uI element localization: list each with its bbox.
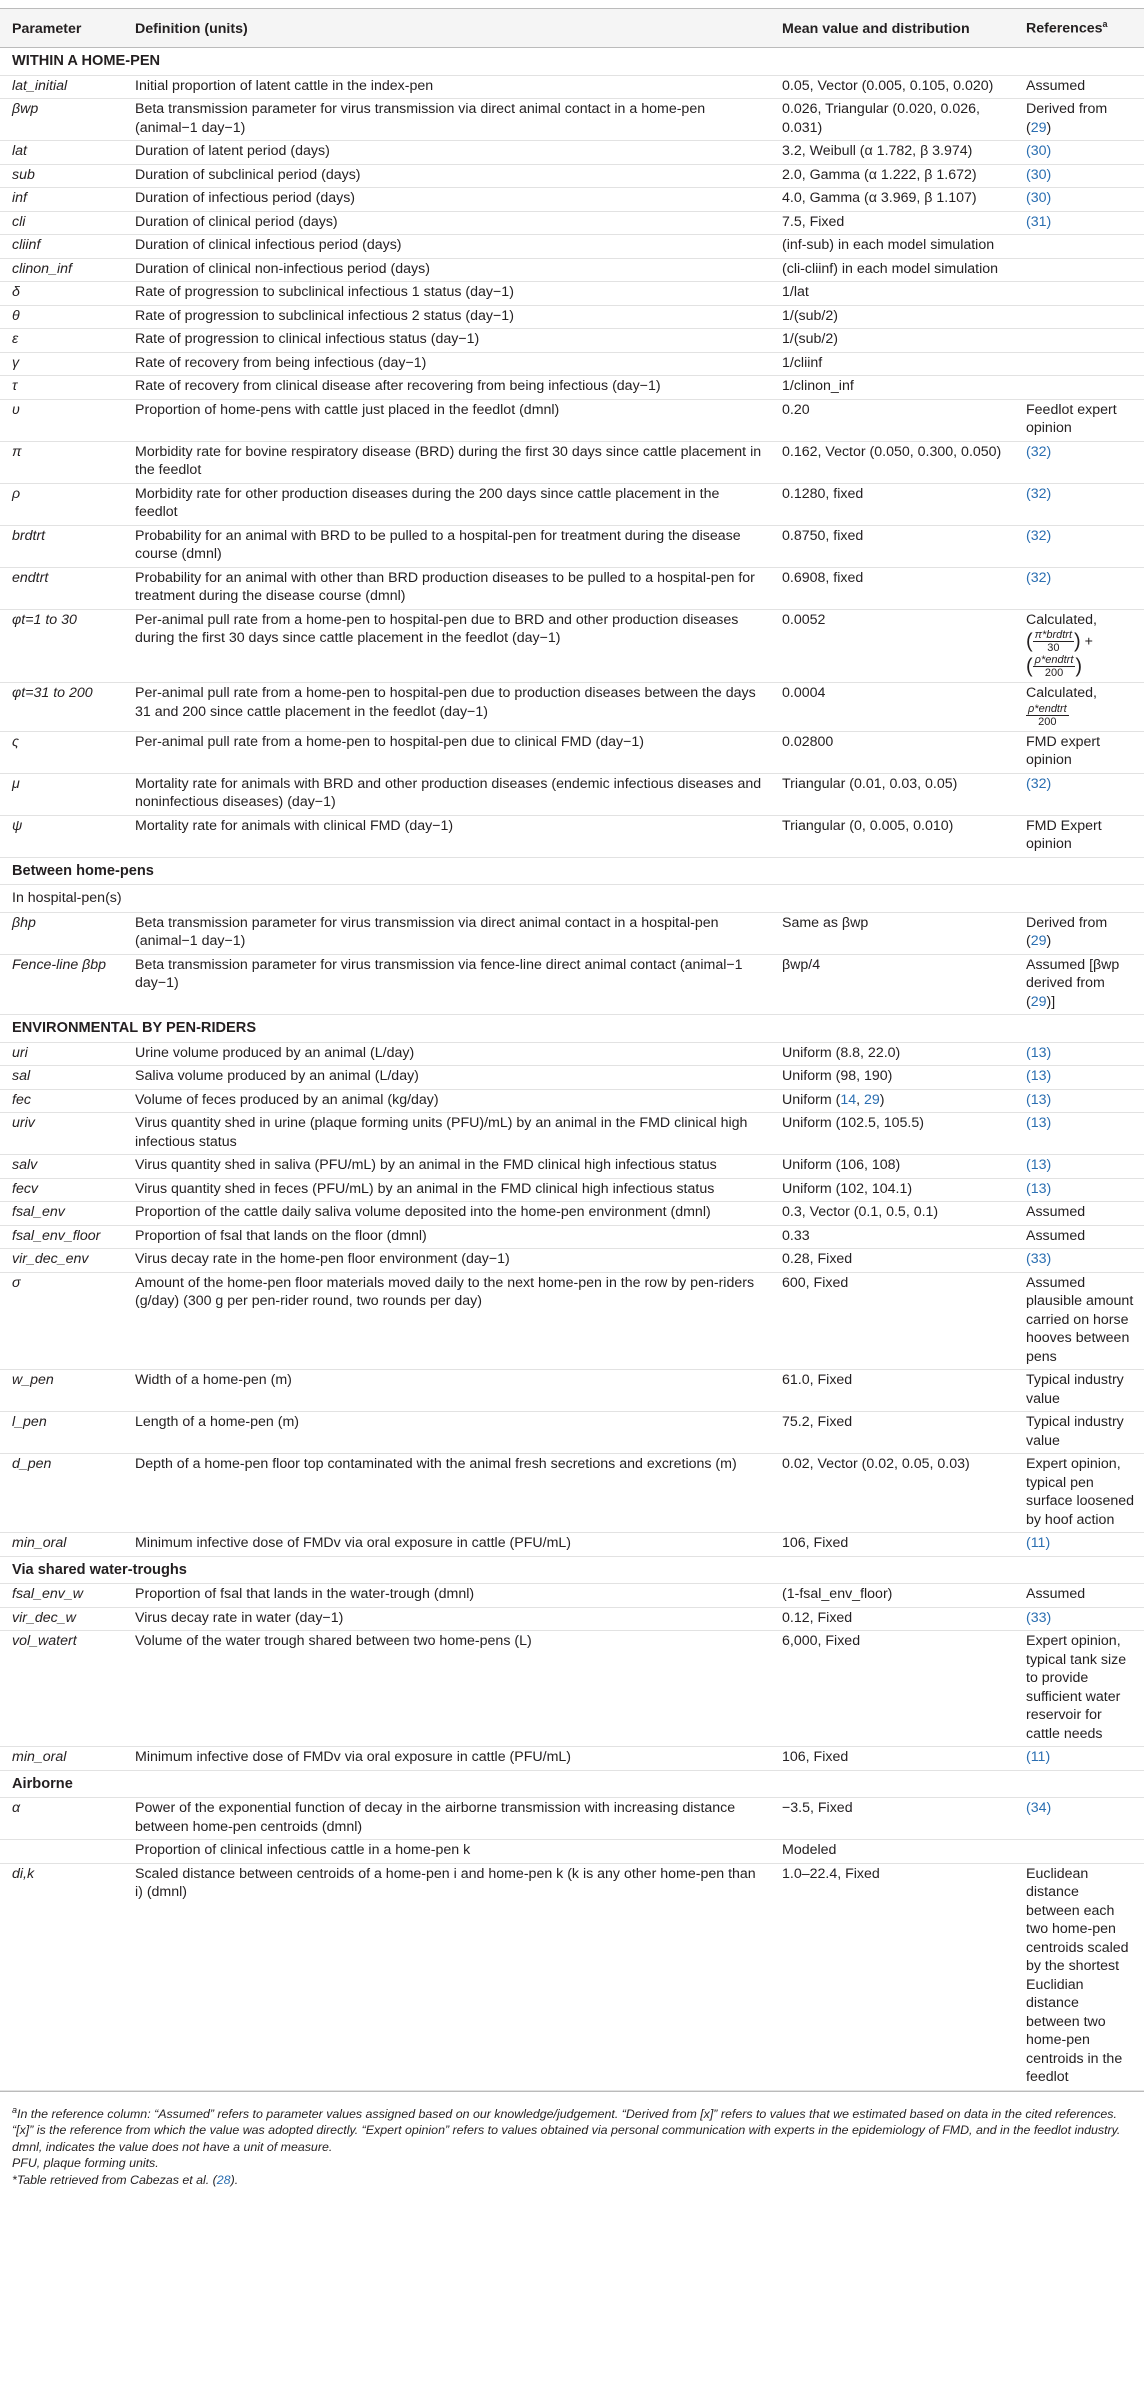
definition-cell: Virus quantity shed in urine (plaque forming units (PFU)/mL) by an animal in the FMD clinical high infectious status: [123, 1113, 770, 1155]
mean-cell: Uniform (98, 190): [770, 1066, 1014, 1090]
definition-cell: Duration of clinical non-infectious period (days): [123, 258, 770, 282]
mean-cell: Uniform (14, 29): [770, 1089, 1014, 1113]
mean-cell: 0.02, Vector (0.02, 0.05, 0.03): [770, 1454, 1014, 1533]
table-row: [0, 1042, 1144, 1066]
definition-cell: Urine volume produced by an animal (L/day): [123, 1042, 770, 1066]
param-cell: π: [0, 441, 123, 483]
table-row: [0, 164, 1144, 188]
table-row: [0, 609, 1144, 683]
table-row: [0, 305, 1144, 329]
mean-cell: (cli-cliinf) in each model simulation: [770, 258, 1014, 282]
definition-cell: Beta transmission parameter for virus transmission via fence-line direct animal contact (animal−1 day−1): [123, 954, 770, 1015]
table-row: [0, 683, 1144, 732]
footnotes: [0, 2091, 1144, 2189]
definition-cell: Minimum infective dose of FMDv via oral exposure in cattle (PFU/mL): [123, 1533, 770, 1557]
reference-cell: Expert opinion, typical pen surface loosened by hoof action: [1014, 1454, 1144, 1533]
formula: $\frac{\text{ρ*endtrt}}{200}$: [1034, 654, 1074, 680]
param-cell: w_pen: [0, 1370, 123, 1412]
param-cell: fsal_env_w: [0, 1584, 123, 1608]
mean-cell: Uniform (102.5, 105.5): [770, 1113, 1014, 1155]
definition-cell: Power of the exponential function of decay in the airborne transmission with increasing distance between home-pen centroids (dmnl): [123, 1798, 770, 1840]
param-cell: cliinf: [0, 235, 123, 259]
param-cell: vir_dec_env: [0, 1249, 123, 1273]
mean-cell: 0.20: [770, 399, 1014, 441]
mean-cell: Same as βwp: [770, 912, 1014, 954]
reference-cell: Feedlot expert opinion: [1014, 399, 1144, 441]
table-row: [0, 483, 1144, 525]
mean-cell: 106, Fixed: [770, 1747, 1014, 1771]
definition-cell: Initial proportion of latent cattle in the index-pen: [123, 75, 770, 99]
reference-link[interactable]: 29: [1030, 993, 1047, 1010]
mean-cell: 7.5, Fixed: [770, 211, 1014, 235]
section-title: Between home-pens: [0, 857, 1144, 885]
formula: $\frac{\text{π*brdtrt}}{30}$: [1034, 629, 1072, 655]
reference-cell: Assumed: [1014, 1225, 1144, 1249]
definition-cell: Proportion of fsal that lands in the water-trough (dmnl): [123, 1584, 770, 1608]
reference-link[interactable]: 28: [216, 2172, 231, 2187]
mean-cell: 0.8750, fixed: [770, 525, 1014, 567]
reference-link[interactable]: (11): [1014, 1533, 1144, 1557]
param-cell: Fence-line βbp: [0, 954, 123, 1015]
mean-cell: 1/(sub/2): [770, 329, 1014, 353]
param-cell: lat: [0, 141, 123, 165]
table-row: [0, 773, 1144, 815]
mean-cell: 0.12, Fixed: [770, 1607, 1014, 1631]
definition-cell: Morbidity rate for other production diseases during the 200 days since cattle placement in the feedlot: [123, 483, 770, 525]
definition-cell: Volume of the water trough shared between two home-pens (L): [123, 1631, 770, 1747]
mean-cell: 0.05, Vector (0.005, 0.105, 0.020): [770, 75, 1014, 99]
definition-cell: Beta transmission parameter for virus transmission via direct animal contact in a home-pen (animal−1 day−1): [123, 99, 770, 141]
reference-link[interactable]: (13): [1014, 1089, 1144, 1113]
table-row: [0, 525, 1144, 567]
definition-cell: Rate of progression to subclinical infectious 2 status (day−1): [123, 305, 770, 329]
reference-cell: [1014, 1840, 1144, 1864]
mean-cell: Uniform (106, 108): [770, 1155, 1014, 1179]
table-row: [0, 258, 1144, 282]
definition-cell: Depth of a home-pen floor top contaminated with the animal fresh secretions and excretions (m): [123, 1454, 770, 1533]
mean-cell: 4.0, Gamma (α 3.969, β 1.107): [770, 188, 1014, 212]
table-row: [0, 954, 1144, 1015]
reference-link[interactable]: (33): [1014, 1607, 1144, 1631]
formula: $\frac{\text{ρ*endtrt}}{200}$: [1028, 702, 1067, 728]
reference-link[interactable]: 29: [1030, 119, 1047, 136]
definition-cell: Rate of recovery from clinical disease after recovering from being infectious (day−1): [123, 376, 770, 400]
mean-cell: 75.2, Fixed: [770, 1412, 1014, 1454]
section-row: [0, 1770, 1144, 1798]
table-row: [0, 1225, 1144, 1249]
reference-cell: Assumed plausible amount carried on horse hooves between pens: [1014, 1272, 1144, 1370]
definition-cell: Probability for an animal with BRD to be pulled to a hospital-pen for treatment during the disease course (dmnl): [123, 525, 770, 567]
table-row: [0, 1747, 1144, 1771]
table-row: [0, 376, 1144, 400]
reference-cell: Derived from (29): [1014, 99, 1144, 141]
mean-cell: 0.28, Fixed: [770, 1249, 1014, 1273]
param-cell: inf: [0, 188, 123, 212]
reference-cell: [1014, 282, 1144, 306]
mean-cell: 0.026, Triangular (0.020, 0.026, 0.031): [770, 99, 1014, 141]
definition-cell: Duration of clinical period (days): [123, 211, 770, 235]
section-row: [0, 1015, 1144, 1043]
mean-cell: 1/lat: [770, 282, 1014, 306]
mean-cell: 0.02800: [770, 731, 1014, 773]
param-cell: ρ: [0, 483, 123, 525]
param-cell: sal: [0, 1066, 123, 1090]
mean-cell: 0.0004: [770, 683, 1014, 732]
reference-link[interactable]: (34): [1014, 1798, 1144, 1840]
definition-cell: Duration of clinical infectious period (days): [123, 235, 770, 259]
table-header-row: [0, 9, 1144, 48]
reference-cell: [1014, 329, 1144, 353]
reference-cell: Derived from (29): [1014, 912, 1144, 954]
mean-cell: 1/(sub/2): [770, 305, 1014, 329]
table-row: [0, 1454, 1144, 1533]
mean-cell: Triangular (0.01, 0.03, 0.05): [770, 773, 1014, 815]
mean-cell: 0.33: [770, 1225, 1014, 1249]
table-row: [0, 567, 1144, 609]
definition-cell: Minimum infective dose of FMDv via oral exposure in cattle (PFU/mL): [123, 1747, 770, 1771]
table-row: [0, 441, 1144, 483]
definition-cell: Per-animal pull rate from a home-pen to hospital-pen due to production diseases between the days 31 and 200 since cattle placement in the feedlot (day−1): [123, 683, 770, 732]
definition-cell: Saliva volume produced by an animal (L/day): [123, 1066, 770, 1090]
table-row: [0, 1370, 1144, 1412]
reference-link[interactable]: (13): [1014, 1178, 1144, 1202]
mean-cell: Uniform (102, 104.1): [770, 1178, 1014, 1202]
reference-cell: [1014, 258, 1144, 282]
table-row: [0, 1178, 1144, 1202]
section-row: [0, 857, 1144, 885]
reference-cell: Assumed: [1014, 1202, 1144, 1226]
subsection-title: In hospital-pen(s): [0, 885, 1144, 913]
section-title: WITHIN A HOME-PEN: [0, 48, 1144, 76]
reference-cell: [1014, 352, 1144, 376]
reference-link[interactable]: (32): [1014, 567, 1144, 609]
param-cell: l_pen: [0, 1412, 123, 1454]
definition-cell: Morbidity rate for bovine respiratory disease (BRD) during the first 30 days since cattle placement in the feedlot: [123, 441, 770, 483]
param-cell: uri: [0, 1042, 123, 1066]
mean-cell: 0.3, Vector (0.1, 0.5, 0.1): [770, 1202, 1014, 1226]
mean-cell: Uniform (8.8, 22.0): [770, 1042, 1014, 1066]
param-cell: α: [0, 1798, 123, 1840]
mean-cell: (inf-sub) in each model simulation: [770, 235, 1014, 259]
param-cell: γ: [0, 352, 123, 376]
param-cell: θ: [0, 305, 123, 329]
definition-cell: Scaled distance between centroids of a home-pen i and home-pen k (k is any other home-pen than i) (dmnl): [123, 1863, 770, 2090]
table-row: [0, 1584, 1144, 1608]
mean-cell: βwp/4: [770, 954, 1014, 1015]
param-cell: vol_watert: [0, 1631, 123, 1747]
reference-link[interactable]: (30): [1014, 188, 1144, 212]
param-cell: ψ: [0, 815, 123, 857]
mean-cell: 106, Fixed: [770, 1533, 1014, 1557]
header-parameter: Parameter: [0, 9, 123, 48]
param-cell: [0, 1840, 123, 1864]
definition-cell: Per-animal pull rate from a home-pen to hospital-pen due to clinical FMD (day−1): [123, 731, 770, 773]
param-cell: min_oral: [0, 1747, 123, 1771]
table-row: [0, 352, 1144, 376]
table-row: [0, 1533, 1144, 1557]
reference-link[interactable]: 14: [840, 1091, 857, 1108]
reference-cell: Calculated, ( $\frac{\text{π*brdtrt}}{30}$ ) + ( $\frac{\text{ρ*endtrt}}{200}$ ): [1014, 609, 1144, 683]
param-cell: δ: [0, 282, 123, 306]
param-cell: μ: [0, 773, 123, 815]
mean-cell: 0.1280, fixed: [770, 483, 1014, 525]
table-row: [0, 1798, 1144, 1840]
mean-cell: 1.0–22.4, Fixed: [770, 1863, 1014, 2090]
reference-link[interactable]: (13): [1014, 1042, 1144, 1066]
table-row: [0, 1202, 1144, 1226]
mean-cell: (1-fsal_env_floor): [770, 1584, 1014, 1608]
reference-link[interactable]: (30): [1014, 164, 1144, 188]
param-cell: φt=1 to 30: [0, 609, 123, 683]
mean-cell: 1/cliinf: [770, 352, 1014, 376]
definition-cell: Volume of feces produced by an animal (kg/day): [123, 1089, 770, 1113]
param-cell: υ: [0, 399, 123, 441]
param-cell: min_oral: [0, 1533, 123, 1557]
param-cell: brdtrt: [0, 525, 123, 567]
definition-cell: Virus decay rate in the home-pen floor environment (day−1): [123, 1249, 770, 1273]
table-row: [0, 731, 1144, 773]
footnote-dmnl: dmnl, indicates the value does not have a unit of measure.: [12, 2139, 333, 2154]
definition-cell: Rate of progression to clinical infectious status (day−1): [123, 329, 770, 353]
reference-link[interactable]: (11): [1014, 1747, 1144, 1771]
param-cell: βhp: [0, 912, 123, 954]
param-cell: τ: [0, 376, 123, 400]
definition-cell: Proportion of the cattle daily saliva volume deposited into the home-pen environment (dmnl): [123, 1202, 770, 1226]
param-cell: fsal_env_floor: [0, 1225, 123, 1249]
table-row: [0, 1272, 1144, 1370]
reference-cell: Assumed: [1014, 1584, 1144, 1608]
reference-cell: Typical industry value: [1014, 1412, 1144, 1454]
table-row: [0, 99, 1144, 141]
table-row: [0, 1863, 1144, 2090]
table-row: [0, 329, 1144, 353]
table-row: [0, 1066, 1144, 1090]
reference-link[interactable]: (30): [1014, 141, 1144, 165]
param-cell: cli: [0, 211, 123, 235]
section-title: Airborne: [0, 1770, 1144, 1798]
section-title: Via shared water-troughs: [0, 1556, 1144, 1584]
mean-cell: Triangular (0, 0.005, 0.010): [770, 815, 1014, 857]
definition-cell: Length of a home-pen (m): [123, 1412, 770, 1454]
definition-cell: Virus quantity shed in saliva (PFU/mL) by an animal in the FMD clinical high infectious status: [123, 1155, 770, 1179]
param-cell: lat_initial: [0, 75, 123, 99]
reference-link[interactable]: (13): [1014, 1066, 1144, 1090]
table-row: [0, 1840, 1144, 1864]
table-row: [0, 282, 1144, 306]
definition-cell: Virus decay rate in water (day−1): [123, 1607, 770, 1631]
reference-cell: [1014, 235, 1144, 259]
param-cell: clinon_inf: [0, 258, 123, 282]
mean-cell: 0.0052: [770, 609, 1014, 683]
reference-cell: FMD Expert opinion: [1014, 815, 1144, 857]
reference-cell: Assumed: [1014, 75, 1144, 99]
table-row: [0, 912, 1144, 954]
mean-cell: 0.6908, fixed: [770, 567, 1014, 609]
definition-cell: Proportion of home-pens with cattle just placed in the feedlot (dmnl): [123, 399, 770, 441]
section-row: [0, 1556, 1144, 1584]
table-row: [0, 235, 1144, 259]
footnote-source: *Table retrieved from Cabezas et al. (28).: [12, 2172, 239, 2187]
table-row: [0, 1631, 1144, 1747]
mean-cell: 600, Fixed: [770, 1272, 1014, 1370]
mean-cell: 0.162, Vector (0.050, 0.300, 0.050): [770, 441, 1014, 483]
table-row: [0, 399, 1144, 441]
param-cell: ς: [0, 731, 123, 773]
table-row: [0, 1249, 1144, 1273]
definition-cell: Mortality rate for animals with clinical FMD (day−1): [123, 815, 770, 857]
mean-cell: 1/clinon_inf: [770, 376, 1014, 400]
table-row: [0, 1412, 1144, 1454]
definition-cell: Probability for an animal with other than BRD production diseases to be pulled to a hospital-pen for treatment during the disease course (dmnl): [123, 567, 770, 609]
reference-link[interactable]: (31): [1014, 211, 1144, 235]
reference-link[interactable]: 29: [864, 1091, 880, 1108]
footnote-pfu: PFU, plaque forming units.: [12, 2156, 159, 2171]
table-row: [0, 188, 1144, 212]
definition-cell: Duration of infectious period (days): [123, 188, 770, 212]
mean-cell: −3.5, Fixed: [770, 1798, 1014, 1840]
table-row: [0, 141, 1144, 165]
param-cell: βwp: [0, 99, 123, 141]
definition-cell: Width of a home-pen (m): [123, 1370, 770, 1412]
reference-link[interactable]: (33): [1014, 1249, 1144, 1273]
param-cell: d_pen: [0, 1454, 123, 1533]
table-row: [0, 815, 1144, 857]
mean-cell: 3.2, Weibull (α 1.782, β 3.974): [770, 141, 1014, 165]
reference-cell: Expert opinion, typical tank size to provide sufficient water reservoir for cattle needs: [1014, 1631, 1144, 1747]
reference-link[interactable]: (32): [1014, 483, 1144, 525]
mean-cell: Modeled: [770, 1840, 1014, 1864]
param-cell: vir_dec_w: [0, 1607, 123, 1631]
param-cell: σ: [0, 1272, 123, 1370]
table-row: [0, 211, 1144, 235]
param-cell: endtrt: [0, 567, 123, 609]
reference-cell: Calculated, $\frac{\text{ρ*endtrt}}{200}$: [1014, 683, 1144, 732]
reference-link[interactable]: (13): [1014, 1155, 1144, 1179]
reference-cell: Assumed [βwp derived from (29)]: [1014, 954, 1144, 1015]
param-cell: salv: [0, 1155, 123, 1179]
reference-link[interactable]: (32): [1014, 773, 1144, 815]
definition-cell: Beta transmission parameter for virus transmission via direct animal contact in a hospital-pen (animal−1 day−1): [123, 912, 770, 954]
param-cell: φt=31 to 200: [0, 683, 123, 732]
footnote-a: $^a$In the reference column: “Assumed” refers to parameter values assigned based on our knowledge/judgement. “Derived from [x]” refers to values that we estimated based on data in the cited references. “[x]” is the reference from which the value was adopted directly. “Expert opinion” refers to values obtained via personal communication with experts in the epidemiology of FMD, and in the feedlot industry.: [12, 2104, 1121, 2138]
section-row: [0, 48, 1144, 76]
param-cell: fsal_env: [0, 1202, 123, 1226]
table-row: [0, 1155, 1144, 1179]
reference-cell: Euclidean distance between each two home-pen centroids scaled by the shortest Euclidian distance between two home-pen centroids in the feedlot: [1014, 1863, 1144, 2090]
param-cell: fecv: [0, 1178, 123, 1202]
reference-cell: [1014, 305, 1144, 329]
definition-cell: Virus quantity shed in feces (PFU/mL) by an animal in the FMD clinical high infectious status: [123, 1178, 770, 1202]
definition-cell: Duration of latent period (days): [123, 141, 770, 165]
header-definition: Definition (units): [123, 9, 770, 48]
param-cell: uriv: [0, 1113, 123, 1155]
header-references: References$^a$: [1014, 9, 1144, 48]
mean-cell: 6,000, Fixed: [770, 1631, 1014, 1747]
reference-link[interactable]: (32): [1014, 441, 1144, 483]
definition-cell: Rate of recovery from being infectious (day−1): [123, 352, 770, 376]
param-cell: ε: [0, 329, 123, 353]
definition-cell: Rate of progression to subclinical infectious 1 status (day−1): [123, 282, 770, 306]
reference-cell: Typical industry value: [1014, 1370, 1144, 1412]
definition-cell: Amount of the home-pen floor materials moved daily to the next home-pen in the row by pen-riders (g/day) (300 g per pen-rider round, two rounds per day): [123, 1272, 770, 1370]
table-row: [0, 1607, 1144, 1631]
section-title: ENVIRONMENTAL BY PEN-RIDERS: [0, 1015, 1144, 1043]
param-cell: fec: [0, 1089, 123, 1113]
param-cell: sub: [0, 164, 123, 188]
parameter-table: [0, 8, 1144, 2091]
definition-cell: Mortality rate for animals with BRD and other production diseases (endemic infectious diseases and noninfectious diseases) (day−1): [123, 773, 770, 815]
subsection-row: [0, 885, 1144, 913]
reference-link[interactable]: (32): [1014, 525, 1144, 567]
mean-cell: 2.0, Gamma (α 1.222, β 1.672): [770, 164, 1014, 188]
definition-cell: Proportion of clinical infectious cattle in a home-pen k: [123, 1840, 770, 1864]
definition-cell: Proportion of fsal that lands on the floor (dmnl): [123, 1225, 770, 1249]
reference-link[interactable]: (13): [1014, 1113, 1144, 1155]
reference-cell: [1014, 376, 1144, 400]
table-row: [0, 1113, 1144, 1155]
table-row: [0, 1089, 1144, 1113]
table-row: [0, 75, 1144, 99]
definition-cell: Duration of subclinical period (days): [123, 164, 770, 188]
header-mean: Mean value and distribution: [770, 9, 1014, 48]
param-cell: di,k: [0, 1863, 123, 2090]
reference-cell: FMD expert opinion: [1014, 731, 1144, 773]
definition-cell: Per-animal pull rate from a home-pen to hospital-pen due to BRD and other production diseases during the first 30 days since cattle placement in the feedlot (day−1): [123, 609, 770, 683]
reference-link[interactable]: 29: [1030, 933, 1047, 950]
mean-cell: 61.0, Fixed: [770, 1370, 1014, 1412]
